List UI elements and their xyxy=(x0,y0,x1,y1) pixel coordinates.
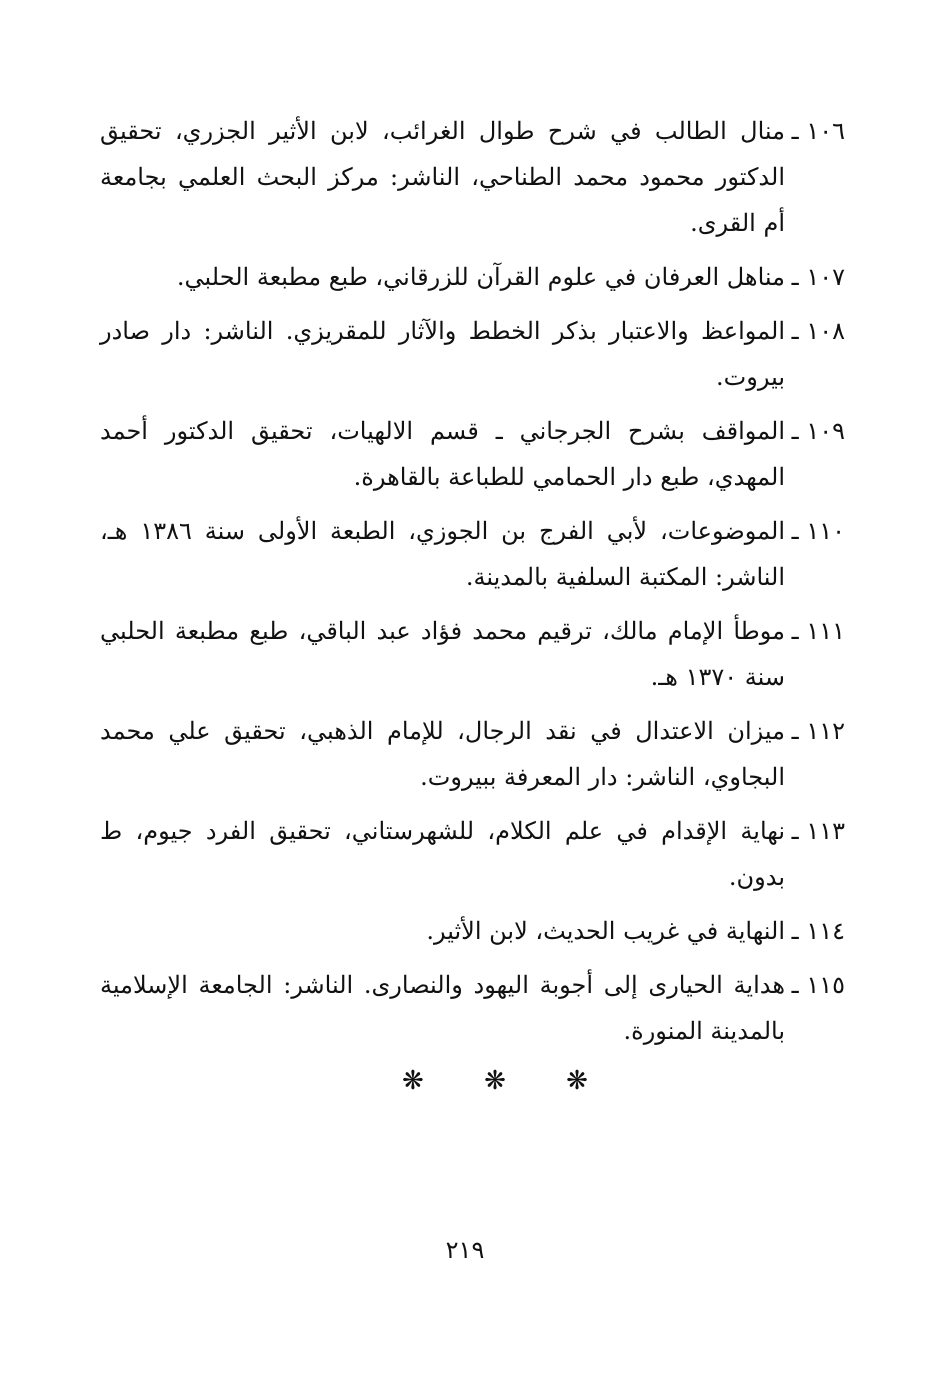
reference-item xyxy=(100,408,845,500)
reference-item xyxy=(100,708,845,800)
reference-number: ١١٤ ـ xyxy=(791,917,845,945)
asterism-star-icon: ❋ xyxy=(566,1066,588,1096)
reference-item xyxy=(100,808,845,900)
page-number: ٢١٩ xyxy=(445,1236,485,1264)
reference-number: ١١٥ ـ xyxy=(791,971,845,999)
reference-text: هداية الحيارى إلى أجوبة اليهود والنصارى. الناشر: الجامعة الإسلامية بالمدينة المنورة. xyxy=(100,971,785,1045)
reference-number: ١١٢ ـ xyxy=(791,717,845,745)
reference-text: ميزان الاعتدال في نقد الرجال، للإمام الذهبي، تحقيق علي محمد البجاوي، الناشر: دار المعرفة ببيروت. xyxy=(100,717,785,791)
reference-number: ١١٣ ـ xyxy=(791,817,845,845)
reference-item xyxy=(100,508,845,600)
reference-item xyxy=(100,608,845,700)
reference-number: ١٠٦ ـ xyxy=(791,117,845,145)
reference-text: نهاية الإقدام في علم الكلام، للشهرستاني، تحقيق الفرد جيوم، ط بدون. xyxy=(100,817,785,891)
reference-text: منال الطالب في شرح طوال الغرائب، لابن الأثير الجزري، تحقيق الدكتور محمود محمد الطناحي، الناشر: مركز البحث العلمي بجامعة أم القرى. xyxy=(100,117,785,237)
reference-text: مناهل العرفان في علوم القرآن للزرقاني، طبع مطبعة الحلبي. xyxy=(176,263,785,291)
reference-number: ١١٠ ـ xyxy=(791,517,845,545)
reference-item xyxy=(100,308,845,400)
reference-text: المواعظ والاعتبار بذكر الخطط والآثار للمقريزي. الناشر: دار صادر بيروت. xyxy=(100,317,785,391)
reference-list xyxy=(100,108,845,1062)
reference-text: النهاية في غريب الحديث، لابن الأثير. xyxy=(426,917,785,945)
reference-number: ١٠٧ ـ xyxy=(791,263,845,291)
reference-item xyxy=(100,108,845,246)
reference-item xyxy=(100,908,845,954)
section-separator xyxy=(0,1066,950,1096)
reference-text: الموضوعات، لأبي الفرج بن الجوزي، الطبعة الأولى سنة ١٣٨٦ هـ، الناشر: المكتبة السلفية بالمدينة. xyxy=(100,517,785,591)
reference-text: المواقف بشرح الجرجاني ـ قسم الالهيات، تحقيق الدكتور أحمد المهدي، طبع دار الحمامي للطباعة بالقاهرة. xyxy=(100,417,785,491)
reference-number: ١٠٨ ـ xyxy=(791,317,845,345)
reference-item xyxy=(100,254,845,300)
reference-item xyxy=(100,962,845,1054)
asterism-star-icon: ❋ xyxy=(402,1066,424,1096)
reference-number: ١١١ ـ xyxy=(791,617,845,645)
reference-number: ١٠٩ ـ xyxy=(791,417,845,445)
reference-text: موطأ الإمام مالك، ترقيم محمد فؤاد عبد الباقي، طبع مطبعة الحلبي سنة ١٣٧٠ هـ. xyxy=(100,617,785,691)
asterism-star-icon: ❋ xyxy=(484,1066,506,1096)
